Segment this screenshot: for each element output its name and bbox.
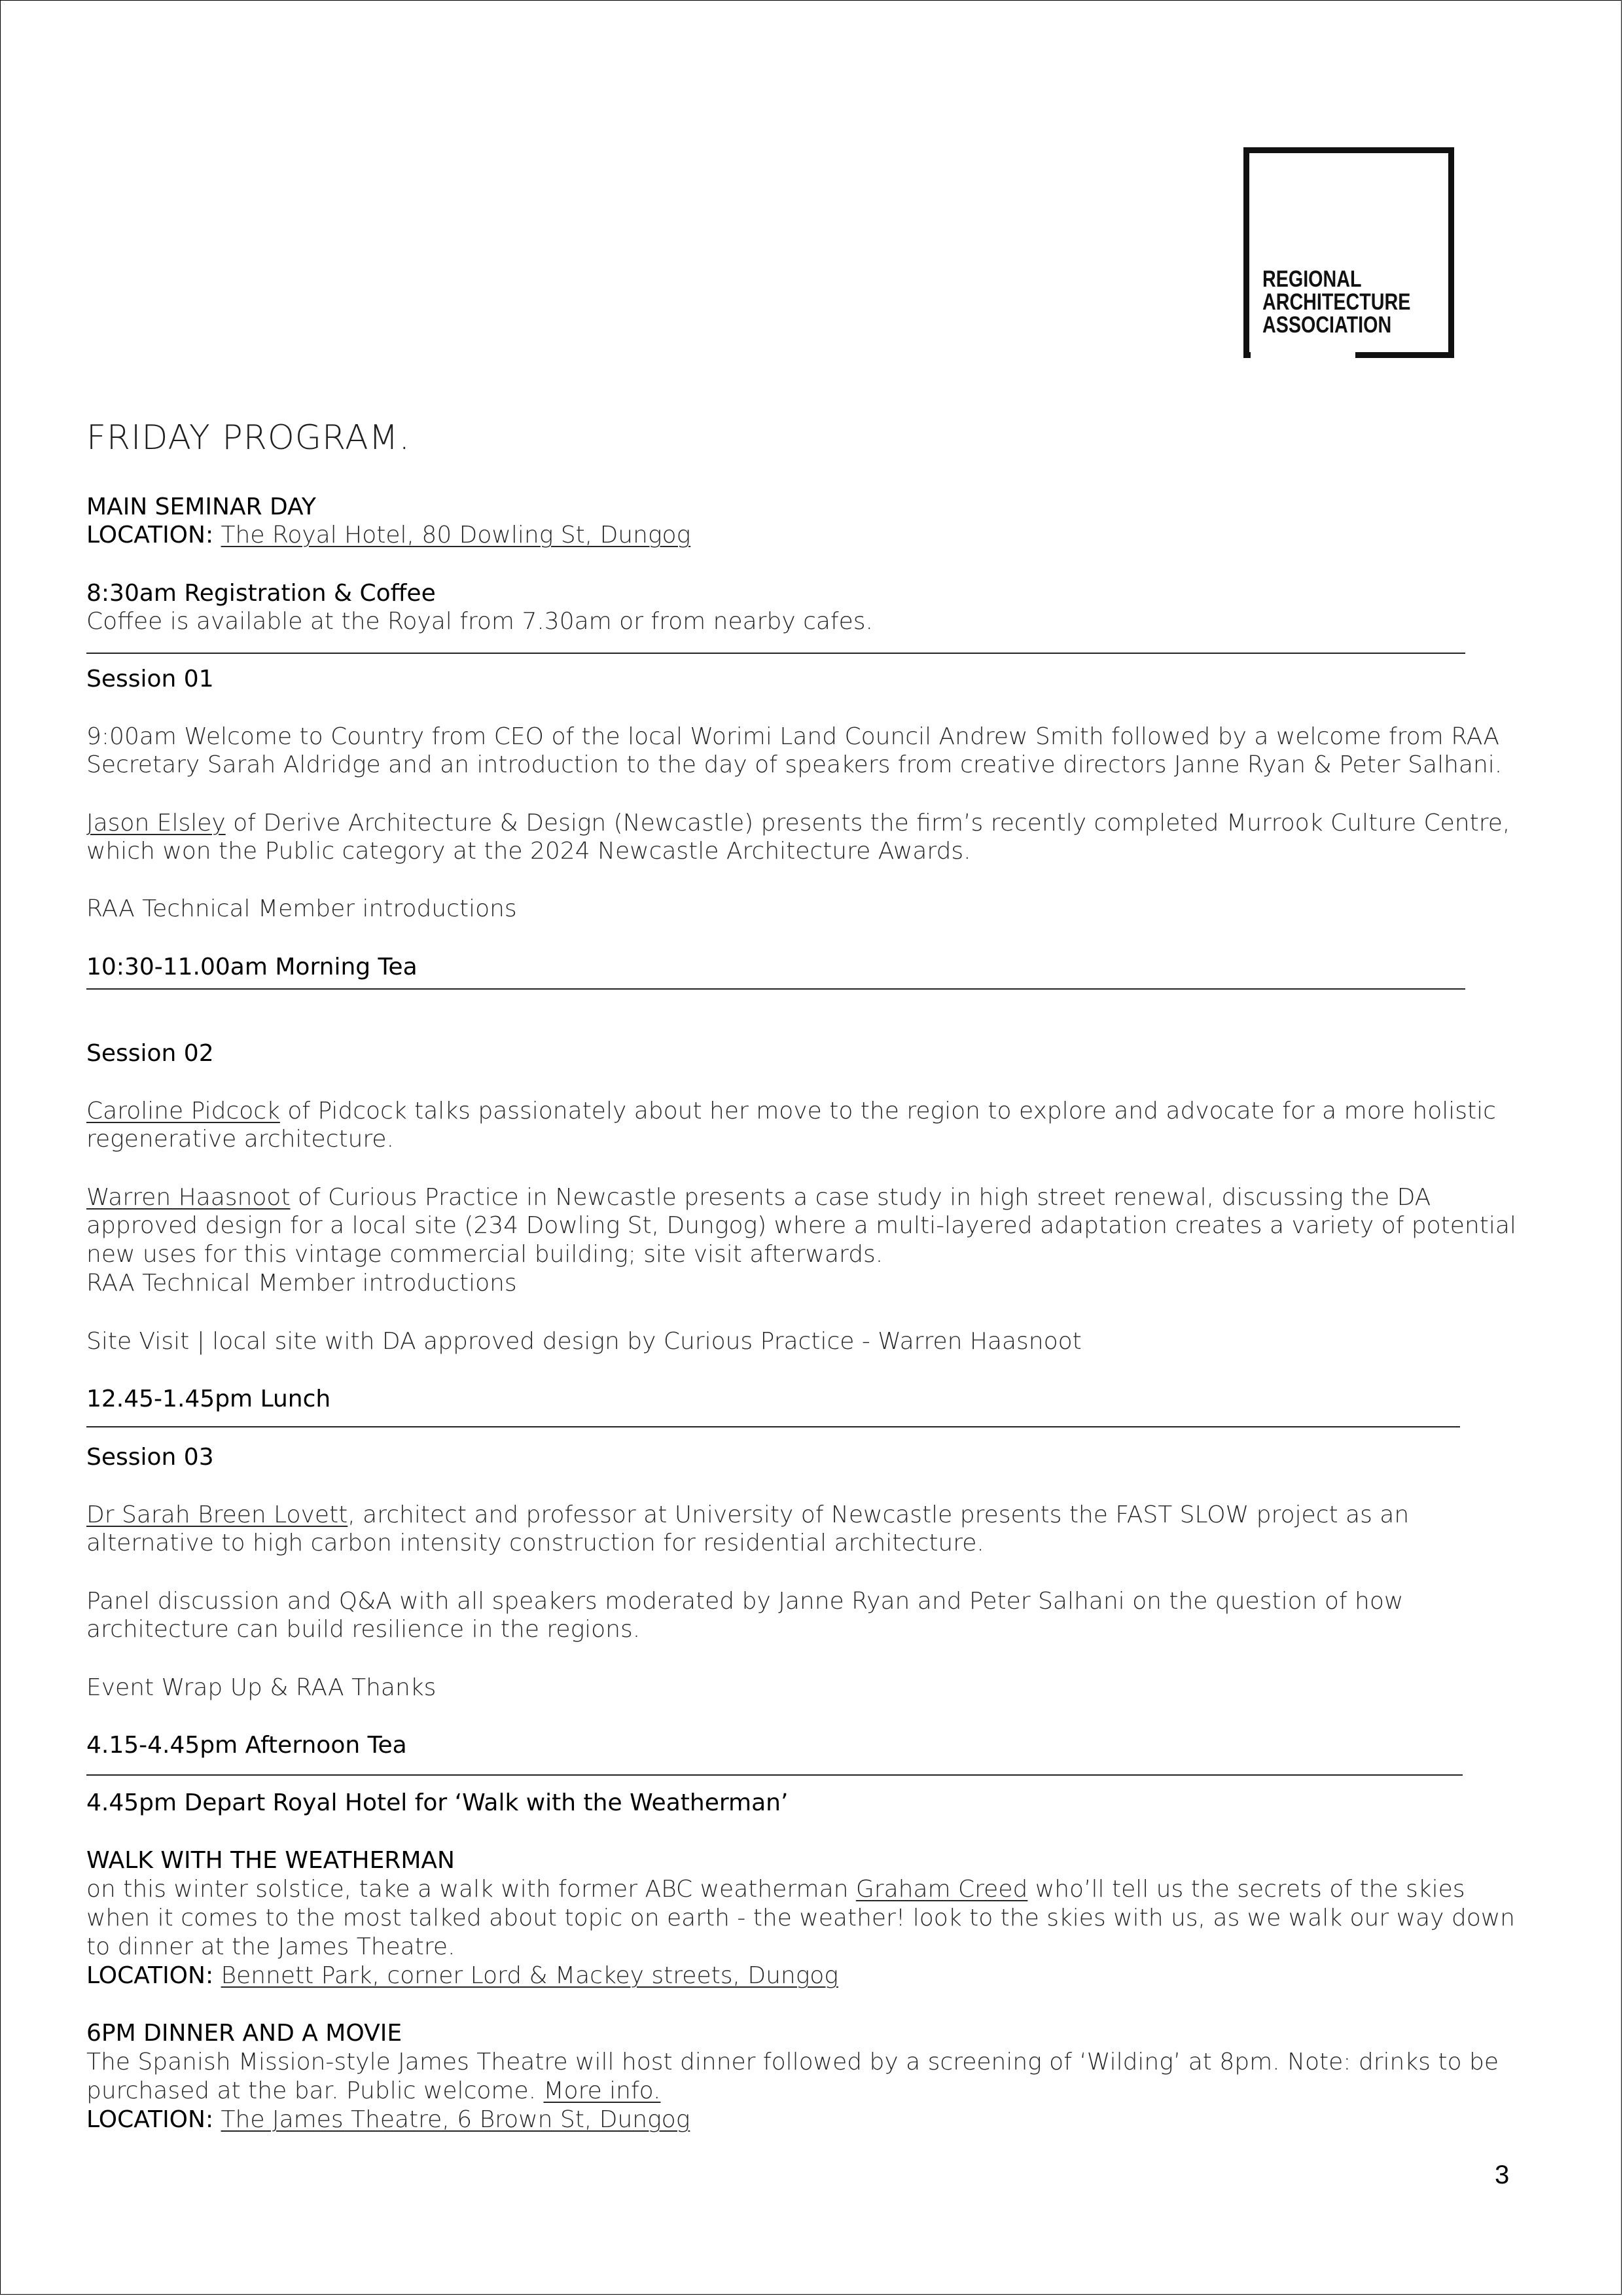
graham-creed-link[interactable]: Graham Creed — [855, 1876, 1028, 1903]
page-title: FRIDAY PROGRAM. — [86, 418, 411, 457]
morning-tea-heading: 10:30-11.00am Morning Tea — [86, 954, 418, 980]
bennett-park-link[interactable]: Bennett Park, corner Lord & Mackey streets, Dungog — [221, 1962, 838, 1989]
session-02-speaker2-line-2: approved design for a local site (234 Dowling St, Dungog) where a multi-layered adaptation creates a variety of potential — [86, 1212, 1516, 1239]
session-01-tech-members: RAA Technical Member introductions — [86, 895, 517, 922]
logo-line-2: ARCHITECTURE — [1262, 289, 1411, 315]
session-01-heading: Session 01 — [86, 666, 214, 692]
session-03-speaker-text: , architect and professor at University of Newcastle presents the FAST SLOW project as an — [348, 1501, 1410, 1528]
divider — [86, 1774, 1463, 1776]
session-03-speaker-line-2: alternative to high carbon intensity construction for residential architecture. — [86, 1530, 984, 1556]
session-03-heading: Session 03 — [86, 1444, 214, 1471]
session-01-speaker-line-1 — [86, 809, 1510, 838]
logo-line-1: REGIONAL — [1262, 266, 1362, 292]
divider — [86, 1426, 1460, 1427]
james-theatre-link[interactable]: The James Theatre, 6 Brown St, Dungog — [221, 2106, 690, 2133]
dinner-heading: 6PM DINNER AND A MOVIE — [86, 2020, 402, 2047]
session-02-speaker1-line-2: regenerative architecture. — [86, 1126, 395, 1153]
caroline-pidcock-link[interactable]: Caroline Pidcock — [86, 1098, 280, 1124]
session-02-speaker2-text: of Curious Practice in Newcastle presents a case study in high street renewal, discussing the DA — [290, 1184, 1431, 1211]
more-info-link[interactable]: More info. — [543, 2077, 661, 2104]
session-02-site-visit: Site Visit | local site with DA approved design by Curious Practice - Warren Haasnoot — [86, 1328, 1082, 1355]
walk-heading: WALK WITH THE WEATHERMAN — [86, 1847, 455, 1874]
session-03-speaker-line-1 — [86, 1501, 1409, 1530]
depart-heading: 4.45pm Depart Royal Hotel for ‘Walk with the Weatherman’ — [86, 1789, 789, 1816]
walk-line-2: when it comes to the most talked about topic on earth - the weather! look to the skies with us, as we walk our way down — [86, 1905, 1515, 1931]
registration-text: Coffee is available at the Royal from 7.30am or from nearby cafes. — [86, 608, 873, 635]
dinner-line-1: The Spanish Mission-style James Theatre will host dinner followed by a screening of ‘Wilding’ at 8pm. Note: drinks to be — [86, 2049, 1499, 2075]
divider — [86, 988, 1465, 990]
walk-location — [86, 1962, 838, 1990]
walk-text-1b: who’ll tell us the secrets of the skies — [1027, 1876, 1465, 1903]
dinner-text-2: purchased at the bar. Public welcome. — [86, 2077, 544, 2104]
session-02-speaker2-line-1 — [86, 1183, 1431, 1212]
logo-frame-bottom-left — [1243, 352, 1251, 358]
royal-hotel-link[interactable]: The Royal Hotel, 80 Dowling St, Dungog — [221, 522, 691, 548]
logo-frame-bottom-right — [1355, 352, 1454, 358]
session-01-welcome-line-2: Secretary Sarah Aldridge and an introduction to the day of speakers from creative directors Janne Ryan & Peter Salhani. — [86, 751, 1503, 778]
session-02-speaker1-line-1 — [86, 1097, 1496, 1126]
divider — [86, 653, 1465, 654]
session-02-speaker2-line-3: new uses for this vintage commercial building; site visit afterwards. — [86, 1241, 883, 1268]
walk-line-1 — [86, 1875, 1465, 1904]
location-label: LOCATION: — [86, 2106, 214, 2133]
session-01-welcome-line-1: 9:00am Welcome to Country from CEO of the local Worimi Land Council Andrew Smith followed by a welcome from RAA — [86, 723, 1499, 750]
afternoon-tea-heading: 4.15-4.45pm Afternoon Tea — [86, 1732, 407, 1759]
warren-haasnoot-link[interactable]: Warren Haasnoot — [86, 1184, 291, 1211]
sarah-breen-lovett-link[interactable]: Dr Sarah Breen Lovett — [86, 1501, 348, 1528]
location-label: LOCATION: — [86, 1962, 214, 1989]
logo-wordmark — [1262, 268, 1410, 336]
dinner-line-2 — [86, 2077, 661, 2106]
main-seminar-heading: MAIN SEMINAR DAY — [86, 493, 316, 520]
session-03-wrap-up: Event Wrap Up & RAA Thanks — [86, 1674, 437, 1701]
page-number: 3 — [1495, 2161, 1510, 2189]
logo-line-3: ASSOCIATION — [1262, 312, 1392, 338]
dinner-location — [86, 2106, 690, 2134]
walk-line-3: to dinner at the James Theatre. — [86, 1933, 455, 1960]
session-03-panel-line-1: Panel discussion and Q&A with all speakers moderated by Janne Ryan and Peter Salhani on the question of how — [86, 1588, 1404, 1615]
session-01-speaker-text: of Derive Architecture & Design (Newcastle) presents the firm’s recently completed Murrook Culture Centre, — [225, 810, 1510, 836]
registration-heading: 8:30am Registration & Coffee — [86, 580, 436, 607]
session-03-panel-line-2: architecture can build resilience in the regions. — [86, 1616, 641, 1643]
location-label: LOCATION: — [86, 522, 214, 548]
session-02-tech-members: RAA Technical Member introductions — [86, 1270, 517, 1297]
session-01-speaker-line-2: which won the Public category at the 2024 Newcastle Architecture Awards. — [86, 838, 971, 865]
session-02-heading: Session 02 — [86, 1040, 214, 1067]
walk-text-1: on this winter solstice, take a walk with former ABC weatherman — [86, 1876, 856, 1903]
lunch-heading: 12.45-1.45pm Lunch — [86, 1386, 331, 1412]
main-location — [86, 521, 690, 550]
jason-elsley-link[interactable]: Jason Elsley — [86, 810, 226, 836]
session-02-speaker1-text: of Pidcock talks passionately about her move to the region to explore and advocate for a more holistic — [279, 1098, 1496, 1124]
